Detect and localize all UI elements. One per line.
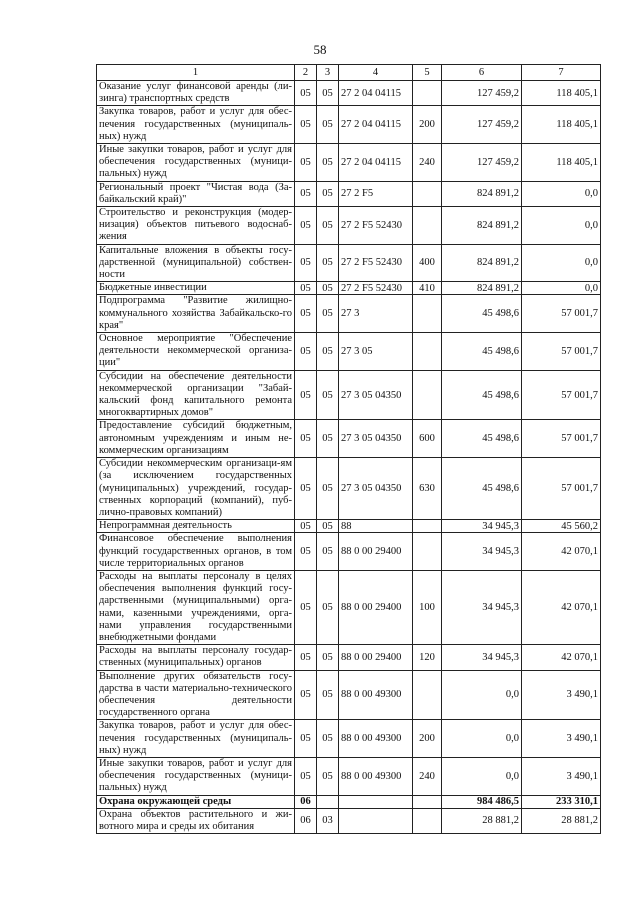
section-code-cell: 06 (295, 795, 317, 808)
amount-year2-cell: 28 881,2 (522, 808, 601, 833)
target-article-cell: 27 3 05 04350 (339, 370, 413, 420)
section-code-cell: 05 (295, 207, 317, 245)
amount-year2-cell: 42 070,1 (522, 570, 601, 644)
table-row (97, 295, 601, 333)
table-row (97, 808, 601, 833)
expense-type-cell (413, 295, 442, 333)
amount-year1-cell: 824 891,2 (442, 282, 522, 295)
amount-year1-cell: 45 498,6 (442, 370, 522, 420)
table-row (97, 181, 601, 206)
amount-year2-cell: 57 001,7 (522, 295, 601, 333)
target-article-cell (339, 795, 413, 808)
table-row (97, 333, 601, 371)
row-name-cell: Иные закупки товаров, работ и услуг для обеспечения государственных (муници-пальных) нужд (97, 144, 295, 182)
table-row (97, 533, 601, 571)
amount-year1-cell: 34 945,3 (442, 645, 522, 670)
row-name-cell: Расходы на выплаты персоналу в целях обеспечения выполнения функций госу-дарственными (муниципальными) орга-нами, казенными учреждениями, орга-нами управления государственными внебюджетными фондами (97, 570, 295, 644)
subsection-code-cell: 05 (317, 670, 339, 720)
subsection-code-cell: 05 (317, 106, 339, 144)
table-row (97, 670, 601, 720)
row-name-cell: Основное мероприятие "Обеспечение деятельности некоммерческой организа-ции" (97, 333, 295, 371)
amount-year2-cell: 233 310,1 (522, 795, 601, 808)
row-name-cell: Непрограммная деятельность (97, 520, 295, 533)
table-body (97, 81, 601, 834)
amount-year1-cell: 34 945,3 (442, 520, 522, 533)
section-code-cell: 05 (295, 106, 317, 144)
subsection-code-cell: 05 (317, 295, 339, 333)
table-row (97, 207, 601, 245)
section-code-cell: 05 (295, 520, 317, 533)
expense-type-cell (413, 333, 442, 371)
section-code-cell: 05 (295, 81, 317, 106)
section-code-cell: 05 (295, 244, 317, 282)
section-code-cell: 05 (295, 670, 317, 720)
row-name-cell: Бюджетные инвестиции (97, 282, 295, 295)
target-article-cell: 88 (339, 520, 413, 533)
subsection-code-cell: 05 (317, 244, 339, 282)
subsection-code-cell: 05 (317, 533, 339, 571)
subsection-code-cell: 05 (317, 207, 339, 245)
subsection-code-cell: 05 (317, 520, 339, 533)
header-row (97, 65, 601, 81)
expense-type-cell (413, 207, 442, 245)
subsection-code-cell: 05 (317, 570, 339, 644)
amount-year1-cell: 984 486,5 (442, 795, 522, 808)
amount-year2-cell: 3 490,1 (522, 720, 601, 758)
table-row (97, 106, 601, 144)
amount-year2-cell: 0,0 (522, 207, 601, 245)
row-name-cell: Финансовое обеспечение выполнения функций государственных органов, в том числе территориальных органов (97, 533, 295, 571)
amount-year2-cell: 57 001,7 (522, 333, 601, 371)
amount-year2-cell: 118 405,1 (522, 106, 601, 144)
table-row (97, 282, 601, 295)
amount-year2-cell: 0,0 (522, 244, 601, 282)
amount-year2-cell: 3 490,1 (522, 670, 601, 720)
expense-type-cell: 410 (413, 282, 442, 295)
amount-year2-cell: 57 001,7 (522, 458, 601, 520)
expense-type-cell (413, 533, 442, 571)
subsection-code-cell: 05 (317, 757, 339, 795)
expense-type-cell: 200 (413, 720, 442, 758)
amount-year2-cell: 42 070,1 (522, 533, 601, 571)
row-name-cell: Подпрограмма "Развитие жилищно-коммунального хозяйства Забайкальско-го края" (97, 295, 295, 333)
table-row (97, 420, 601, 458)
amount-year2-cell: 118 405,1 (522, 81, 601, 106)
page-number: 58 (313, 42, 327, 57)
expense-type-cell: 120 (413, 645, 442, 670)
header-cell: 5 (413, 65, 442, 81)
amount-year2-cell: 42 070,1 (522, 645, 601, 670)
row-name-cell: Региональный проект "Чистая вода (За-байкальский край)" (97, 181, 295, 206)
row-name-cell: Охрана объектов растительного и жи-вотного мира и среды их обитания (97, 808, 295, 833)
section-code-cell: 05 (295, 144, 317, 182)
expense-type-cell (413, 808, 442, 833)
table-row (97, 720, 601, 758)
row-name-cell: Субсидии на обеспечение деятельности некоммерческой организации "Забай-кальский фонд капитального ремонта многоквартирных домов" (97, 370, 295, 420)
row-name-cell: Расходы на выплаты персоналу государ-ственных (муниципальных) органов (97, 645, 295, 670)
expense-type-cell: 400 (413, 244, 442, 282)
amount-year2-cell: 45 560,2 (522, 520, 601, 533)
target-article-cell: 27 3 05 (339, 333, 413, 371)
expense-type-cell: 240 (413, 144, 442, 182)
expense-type-cell: 600 (413, 420, 442, 458)
subsection-code-cell: 05 (317, 333, 339, 371)
table-row (97, 520, 601, 533)
header-cell: 2 (295, 65, 317, 81)
subsection-code-cell: 05 (317, 645, 339, 670)
section-code-cell: 05 (295, 333, 317, 371)
amount-year2-cell: 57 001,7 (522, 370, 601, 420)
expense-type-cell: 240 (413, 757, 442, 795)
row-name-cell: Оказание услуг финансовой аренды (ли-зинга) транспортных средств (97, 81, 295, 106)
target-article-cell: 88 0 00 49300 (339, 757, 413, 795)
amount-year2-cell: 0,0 (522, 282, 601, 295)
amount-year1-cell: 34 945,3 (442, 533, 522, 571)
amount-year1-cell: 127 459,2 (442, 81, 522, 106)
header-cell: 3 (317, 65, 339, 81)
amount-year1-cell: 824 891,2 (442, 244, 522, 282)
amount-year1-cell: 28 881,2 (442, 808, 522, 833)
amount-year1-cell: 45 498,6 (442, 333, 522, 371)
expense-type-cell: 200 (413, 106, 442, 144)
table-row (97, 795, 601, 808)
target-article-cell: 27 2 04 04115 (339, 106, 413, 144)
subsection-code-cell (317, 795, 339, 808)
subsection-code-cell: 05 (317, 370, 339, 420)
table-row (97, 81, 601, 106)
expense-type-cell (413, 370, 442, 420)
target-article-cell (339, 808, 413, 833)
amount-year2-cell: 0,0 (522, 181, 601, 206)
target-article-cell: 88 0 00 29400 (339, 570, 413, 644)
section-code-cell: 05 (295, 757, 317, 795)
amount-year1-cell: 127 459,2 (442, 106, 522, 144)
subsection-code-cell: 05 (317, 420, 339, 458)
target-article-cell: 27 2 F5 52430 (339, 207, 413, 245)
target-article-cell: 27 2 04 04115 (339, 144, 413, 182)
expense-type-cell (413, 81, 442, 106)
target-article-cell: 88 0 00 29400 (339, 645, 413, 670)
row-name-cell: Охрана окружающей среды (97, 795, 295, 808)
target-article-cell: 27 2 F5 52430 (339, 282, 413, 295)
amount-year1-cell: 0,0 (442, 670, 522, 720)
target-article-cell: 27 2 F5 52430 (339, 244, 413, 282)
section-code-cell: 05 (295, 570, 317, 644)
amount-year1-cell: 45 498,6 (442, 458, 522, 520)
section-code-cell: 05 (295, 645, 317, 670)
table-row (97, 370, 601, 420)
amount-year1-cell: 0,0 (442, 720, 522, 758)
section-code-cell: 05 (295, 720, 317, 758)
row-name-cell: Предоставление субсидий бюджетным, автономным учреждениям и иным не-коммерческим организациям (97, 420, 295, 458)
table-row (97, 757, 601, 795)
header-cell: 4 (339, 65, 413, 81)
row-name-cell: Закупка товаров, работ и услуг для обес-печения государственных (муниципаль-ных) нужд (97, 720, 295, 758)
target-article-cell: 27 2 F5 (339, 181, 413, 206)
row-name-cell: Выполнение других обязательств госу-дарства в части материально-технического обеспечения деятельности государственного органа (97, 670, 295, 720)
section-code-cell: 05 (295, 181, 317, 206)
row-name-cell: Закупка товаров, работ и услуг для обес-печения государственных (муниципаль-ных) нужд (97, 106, 295, 144)
subsection-code-cell: 03 (317, 808, 339, 833)
section-code-cell: 05 (295, 458, 317, 520)
row-name-cell: Иные закупки товаров, работ и услуг для обеспечения государственных (муници-пальных) нужд (97, 757, 295, 795)
amount-year1-cell: 0,0 (442, 757, 522, 795)
table-row (97, 645, 601, 670)
table-row (97, 570, 601, 644)
target-article-cell: 88 0 00 49300 (339, 670, 413, 720)
table-row (97, 144, 601, 182)
expense-type-cell (413, 181, 442, 206)
section-code-cell: 05 (295, 282, 317, 295)
subsection-code-cell: 05 (317, 282, 339, 295)
subsection-code-cell: 05 (317, 81, 339, 106)
subsection-code-cell: 05 (317, 720, 339, 758)
expense-type-cell: 100 (413, 570, 442, 644)
target-article-cell: 27 3 05 04350 (339, 458, 413, 520)
header-cell: 7 (522, 65, 601, 81)
target-article-cell: 27 3 (339, 295, 413, 333)
expense-type-cell (413, 670, 442, 720)
expense-type-cell: 630 (413, 458, 442, 520)
subsection-code-cell: 05 (317, 458, 339, 520)
target-article-cell: 88 0 00 29400 (339, 533, 413, 571)
section-code-cell: 05 (295, 533, 317, 571)
amount-year2-cell: 57 001,7 (522, 420, 601, 458)
subsection-code-cell: 05 (317, 144, 339, 182)
header-cell: 1 (97, 65, 295, 81)
target-article-cell: 88 0 00 49300 (339, 720, 413, 758)
expense-type-cell (413, 520, 442, 533)
row-name-cell: Капитальные вложения в объекты госу-дарственной (муниципальной) собствен-ности (97, 244, 295, 282)
amount-year1-cell: 824 891,2 (442, 181, 522, 206)
amount-year1-cell: 34 945,3 (442, 570, 522, 644)
amount-year1-cell: 45 498,6 (442, 420, 522, 458)
amount-year1-cell: 824 891,2 (442, 207, 522, 245)
section-code-cell: 06 (295, 808, 317, 833)
section-code-cell: 05 (295, 420, 317, 458)
section-code-cell: 05 (295, 370, 317, 420)
row-name-cell: Субсидии некоммерческим организаци-ям (за исключением государственных (муниципальных) учреждений, государ-ственных корпораций (компаний), пуб-лично-правовых компаний) (97, 458, 295, 520)
table-row (97, 244, 601, 282)
row-name-cell: Строительство и реконструкция (модер-низация) объектов питьевого водоснаб-жения (97, 207, 295, 245)
budget-table (96, 64, 601, 834)
amount-year1-cell: 45 498,6 (442, 295, 522, 333)
amount-year2-cell: 118 405,1 (522, 144, 601, 182)
amount-year1-cell: 127 459,2 (442, 144, 522, 182)
expense-type-cell (413, 795, 442, 808)
header-cell: 6 (442, 65, 522, 81)
amount-year2-cell: 3 490,1 (522, 757, 601, 795)
table-row (97, 458, 601, 520)
subsection-code-cell: 05 (317, 181, 339, 206)
target-article-cell: 27 3 05 04350 (339, 420, 413, 458)
section-code-cell: 05 (295, 295, 317, 333)
target-article-cell: 27 2 04 04115 (339, 81, 413, 106)
